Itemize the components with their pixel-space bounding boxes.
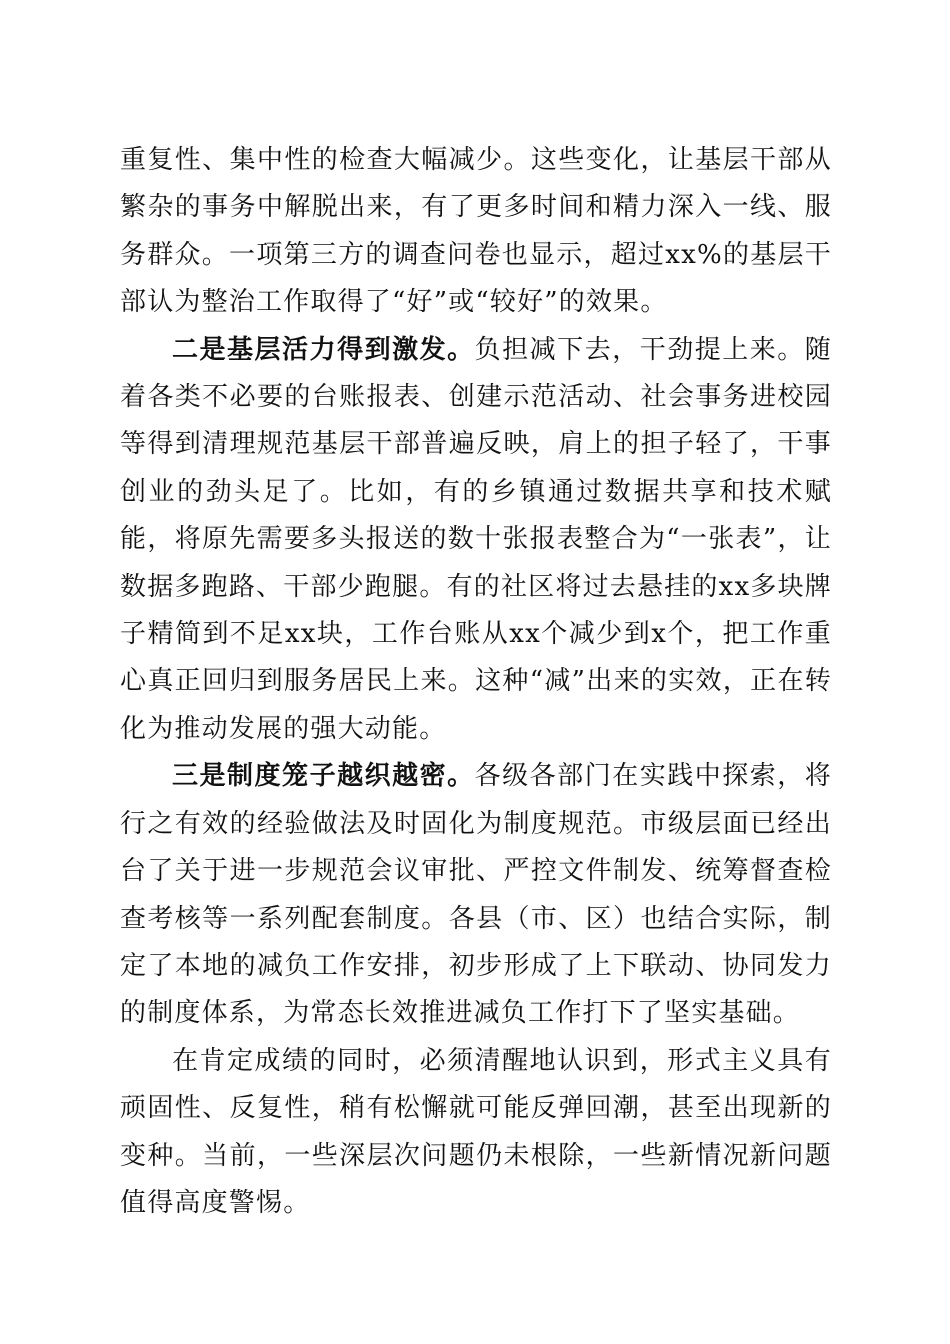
document-body — [120, 137, 832, 1227]
paragraph-point-two — [120, 327, 832, 754]
paragraph-lead-heading: 三是制度笼子越织越密。 — [172, 761, 475, 792]
paragraph-point-three — [120, 753, 832, 1037]
paragraph-text: 重复性、集中性的检查大幅减少。这些变化，让基层干部从繁杂的事务中解脱出来，有了更多时间和精力深入一线、服务群众。一项第三方的调查问卷也显示，超过xx%的基层干部认为整治工作取得了“好”或“较好”的效果。 — [120, 145, 832, 318]
paragraph-conclusion — [120, 1038, 832, 1228]
paragraph-continuation — [120, 137, 832, 327]
paragraph-lead-heading: 二是基层活力得到激发。 — [172, 334, 475, 365]
paragraph-text: 各级各部门在实践中探索，将行之有效的经验做法及时固化为制度规范。市级层面已经出台了关于进一步规范会议审批、严控文件制发、统筹督查检查考核等一系列配套制度。各县（市、区）也结合实际，制定了本地的减负工作安排，初步形成了上下联动、协同发力的制度体系，为常态长效推进减负工作打下了坚实基础。 — [120, 761, 832, 1029]
paragraph-text: 在肯定成绩的同时，必须清醒地认识到，形式主义具有顽固性、反复性，稍有松懈就可能反弹回潮，甚至出现新的变种。当前，一些深层次问题仍未根除，一些新情况新问题值得高度警惕。 — [120, 1045, 832, 1218]
paragraph-text: 负担减下去，干劲提上来。随着各类不必要的台账报表、创建示范活动、社会事务进校园等得到清理规范基层干部普遍反映，肩上的担子轻了，干事创业的劲头足了。比如，有的乡镇通过数据共享和技术赋能，将原先需要多头报送的数十张报表整合为“一张表”，让数据多跑路、干部少跑腿。有的社区将过去悬挂的xx多块牌子精简到不足xx块，工作台账从xx个减少到x个，把工作重心真正回归到服务居民上来。这种“减”出来的实效，正在转化为推动发展的强大动能。 — [120, 334, 832, 744]
